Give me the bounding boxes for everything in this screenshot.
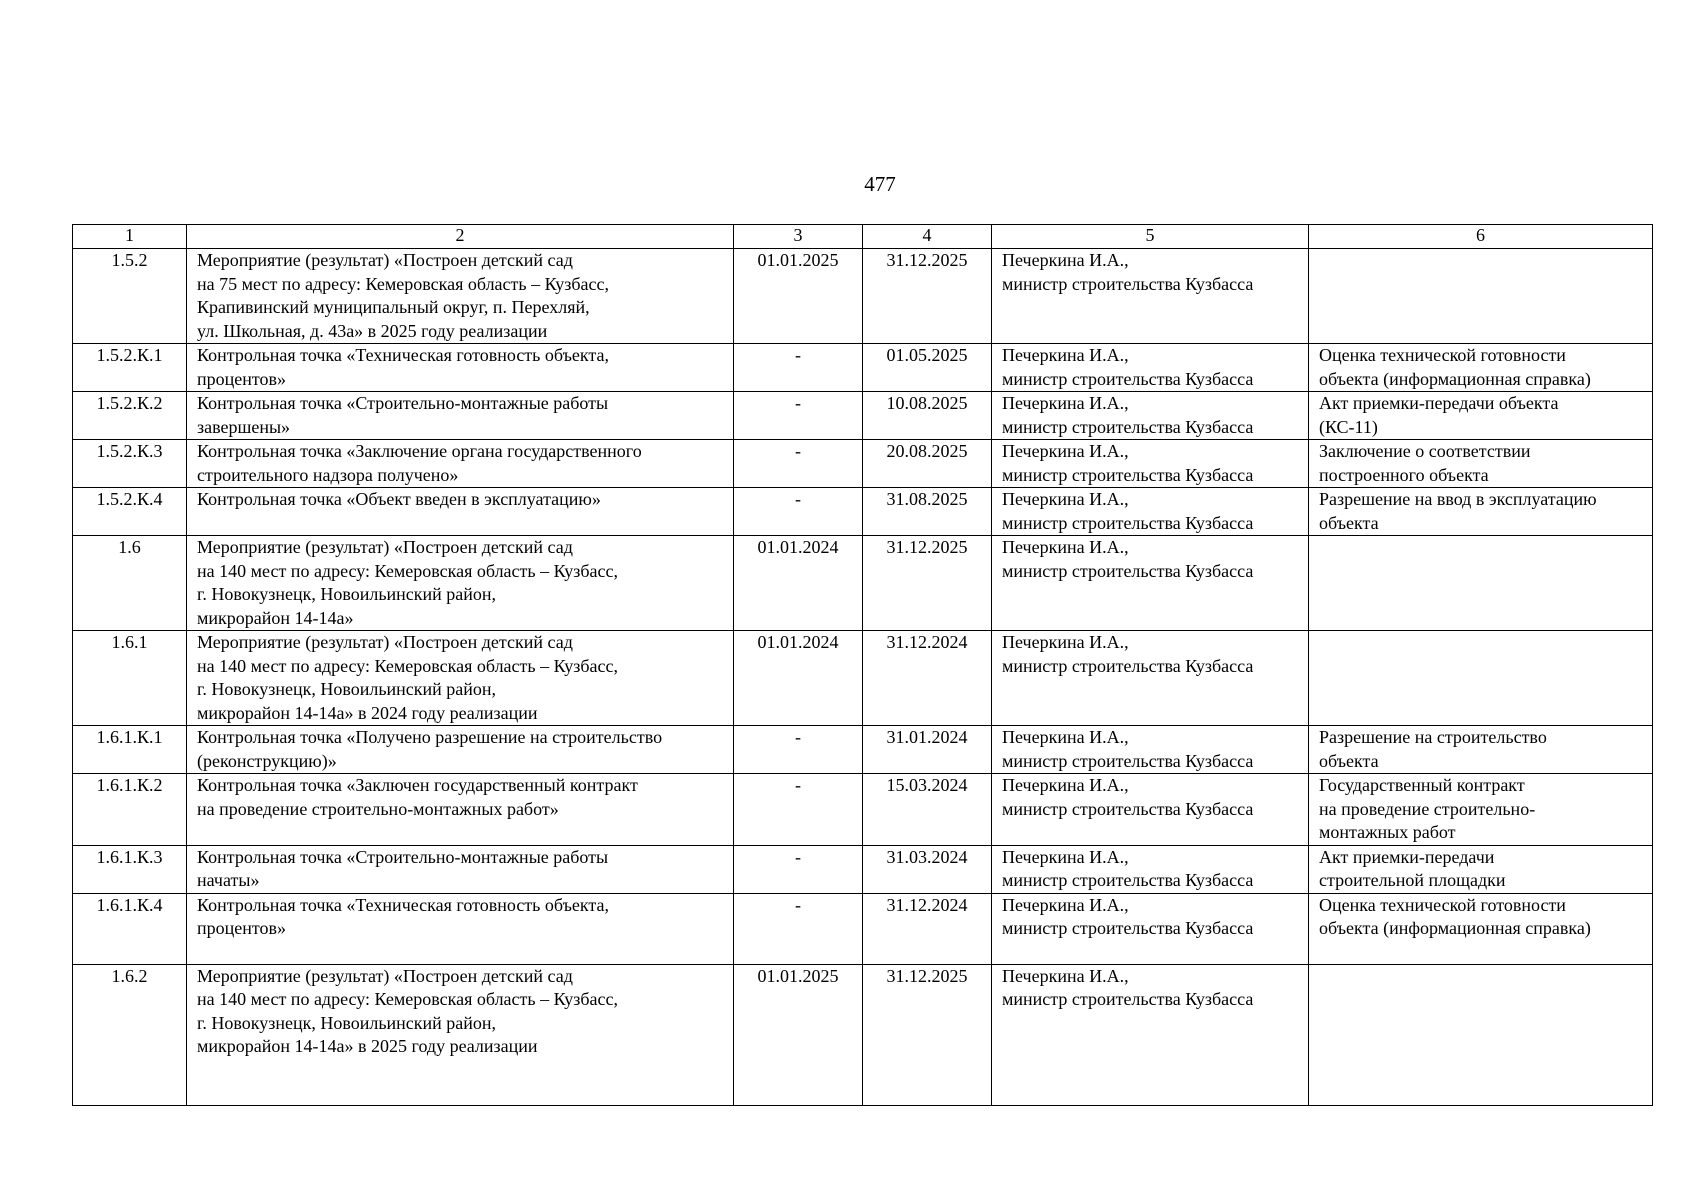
cell-id: 1.5.2: [73, 249, 187, 344]
cell-end-date: 31.12.2024: [863, 893, 992, 964]
cell-end-date: 31.08.2025: [863, 488, 992, 536]
cell-start-date: -: [734, 392, 863, 440]
table-row: [73, 893, 1653, 964]
cell-name: Контрольная точка «Строительно-монтажные работы завершены»: [187, 392, 734, 440]
cell-end-date: 31.01.2024: [863, 726, 992, 774]
cell-end-date: 31.12.2025: [863, 536, 992, 631]
column-header: 4: [863, 225, 992, 249]
cell-end-date: 15.03.2024: [863, 774, 992, 846]
cell-start-date: -: [734, 440, 863, 488]
cell-id: 1.5.2.К.2: [73, 392, 187, 440]
column-header: 6: [1309, 225, 1653, 249]
cell-name: Мероприятие (результат) «Построен детский сад на 140 мест по адресу: Кемеровская область – Кузбасс, г. Новокузнецк, Новоильинский район, микрорайон 14-14а» в 2025 году реализации: [187, 964, 734, 1105]
cell-responsible: Печеркина И.А., министр строительства Кузбасса: [992, 249, 1309, 344]
column-header: 2: [187, 225, 734, 249]
cell-id: 1.6.1.К.2: [73, 774, 187, 846]
cell-document: Акт приемки-передачи объекта (КС-11): [1309, 392, 1653, 440]
cell-name: Мероприятие (результат) «Построен детский сад на 140 мест по адресу: Кемеровская область – Кузбасс, г. Новокузнецк, Новоильинский район, микрорайон 14-14а»: [187, 536, 734, 631]
cell-end-date: 31.03.2024: [863, 845, 992, 893]
cell-responsible: Печеркина И.А., министр строительства Кузбасса: [992, 344, 1309, 392]
cell-end-date: 31.12.2024: [863, 631, 992, 726]
cell-name: Контрольная точка «Получено разрешение на строительство (реконструкцию)»: [187, 726, 734, 774]
cell-id: 1.6.1.К.4: [73, 893, 187, 964]
cell-document: [1309, 536, 1653, 631]
cell-end-date: 10.08.2025: [863, 392, 992, 440]
cell-start-date: -: [734, 845, 863, 893]
cell-end-date: 20.08.2025: [863, 440, 992, 488]
cell-responsible: Печеркина И.А., министр строительства Кузбасса: [992, 964, 1309, 1105]
column-header: 5: [992, 225, 1309, 249]
cell-responsible: Печеркина И.А., министр строительства Кузбасса: [992, 845, 1309, 893]
cell-end-date: 31.12.2025: [863, 249, 992, 344]
table-row: [73, 392, 1653, 440]
cell-document: [1309, 249, 1653, 344]
cell-id: 1.5.2.К.3: [73, 440, 187, 488]
cell-name: Мероприятие (результат) «Построен детский сад на 75 мест по адресу: Кемеровская область – Кузбасс, Крапивинский муниципальный округ, п. Перехляй, ул. Школьная, д. 43а» в 2025 году реализации: [187, 249, 734, 344]
cell-document: Оценка технической готовности объекта (информационная справка): [1309, 893, 1653, 964]
cell-start-date: 01.01.2025: [734, 249, 863, 344]
table-row: [73, 774, 1653, 846]
cell-responsible: Печеркина И.А., министр строительства Кузбасса: [992, 893, 1309, 964]
cell-id: 1.5.2.К.1: [73, 344, 187, 392]
cell-responsible: Печеркина И.А., министр строительства Кузбасса: [992, 536, 1309, 631]
cell-name: Контрольная точка «Заключение органа государственного строительного надзора получено»: [187, 440, 734, 488]
cell-id: 1.5.2.К.4: [73, 488, 187, 536]
cell-name: Контрольная точка «Объект введен в эксплуатацию»: [187, 488, 734, 536]
cell-responsible: Печеркина И.А., министр строительства Кузбасса: [992, 440, 1309, 488]
table-row: [73, 536, 1653, 631]
cell-document: Государственный контракт на проведение строительно- монтажных работ: [1309, 774, 1653, 846]
page-number: 477: [864, 172, 896, 196]
cell-responsible: Печеркина И.А., министр строительства Кузбасса: [992, 726, 1309, 774]
cell-start-date: -: [734, 893, 863, 964]
cell-document: Разрешение на ввод в эксплуатацию объекта: [1309, 488, 1653, 536]
cell-name: Контрольная точка «Заключен государственный контракт на проведение строительно-монтажных работ»: [187, 774, 734, 846]
column-header: 3: [734, 225, 863, 249]
cell-start-date: -: [734, 344, 863, 392]
cell-document: [1309, 964, 1653, 1105]
cell-responsible: Печеркина И.А., министр строительства Кузбасса: [992, 488, 1309, 536]
cell-document: Оценка технической готовности объекта (информационная справка): [1309, 344, 1653, 392]
cell-start-date: 01.01.2024: [734, 536, 863, 631]
table-row: [73, 249, 1653, 344]
column-header: 1: [73, 225, 187, 249]
column-header-row: [73, 225, 1653, 249]
plan-table: [72, 224, 1653, 1106]
table-row: [73, 344, 1653, 392]
cell-document: Разрешение на строительство объекта: [1309, 726, 1653, 774]
cell-name: Контрольная точка «Техническая готовность объекта, процентов»: [187, 893, 734, 964]
cell-document: Акт приемки-передачи строительной площадки: [1309, 845, 1653, 893]
cell-end-date: 01.05.2025: [863, 344, 992, 392]
cell-start-date: -: [734, 774, 863, 846]
cell-id: 1.6: [73, 536, 187, 631]
cell-id: 1.6.1.К.3: [73, 845, 187, 893]
cell-responsible: Печеркина И.А., министр строительства Кузбасса: [992, 631, 1309, 726]
table-row: [73, 440, 1653, 488]
cell-responsible: Печеркина И.А., министр строительства Кузбасса: [992, 774, 1309, 846]
cell-document: Заключение о соответствии построенного объекта: [1309, 440, 1653, 488]
cell-start-date: 01.01.2025: [734, 964, 863, 1105]
cell-start-date: -: [734, 726, 863, 774]
cell-start-date: -: [734, 488, 863, 536]
cell-responsible: Печеркина И.А., министр строительства Кузбасса: [992, 392, 1309, 440]
cell-document: [1309, 631, 1653, 726]
cell-name: Контрольная точка «Техническая готовность объекта, процентов»: [187, 344, 734, 392]
table-row: [73, 964, 1653, 1105]
cell-id: 1.6.2: [73, 964, 187, 1105]
table-row: [73, 631, 1653, 726]
table-row: [73, 845, 1653, 893]
cell-id: 1.6.1.К.1: [73, 726, 187, 774]
cell-start-date: 01.01.2024: [734, 631, 863, 726]
cell-name: Контрольная точка «Строительно-монтажные работы начаты»: [187, 845, 734, 893]
cell-id: 1.6.1: [73, 631, 187, 726]
table-row: [73, 488, 1653, 536]
table-row: [73, 726, 1653, 774]
cell-name: Мероприятие (результат) «Построен детский сад на 140 мест по адресу: Кемеровская область – Кузбасс, г. Новокузнецк, Новоильинский район, микрорайон 14-14а» в 2024 году реализации: [187, 631, 734, 726]
cell-end-date: 31.12.2025: [863, 964, 992, 1105]
